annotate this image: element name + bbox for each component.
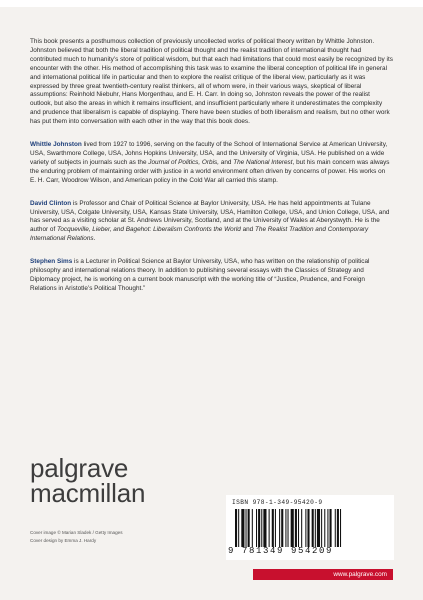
publisher-logo bbox=[30, 455, 145, 506]
barcode-bar bbox=[301, 509, 302, 547]
barcode-bar bbox=[305, 509, 306, 547]
barcode-bar bbox=[261, 509, 262, 547]
bio-text: and bbox=[218, 158, 234, 166]
barcode-digits: 9 781349 954209 bbox=[228, 546, 334, 556]
barcode-bar bbox=[291, 509, 294, 547]
barcode-bar bbox=[298, 509, 299, 547]
bio-book-title: The Realist Tradition and Contemporary International Relations bbox=[30, 226, 369, 243]
editor-bio-clinton bbox=[30, 200, 393, 245]
barcode-bar bbox=[241, 509, 244, 547]
barcode-bar bbox=[248, 509, 250, 547]
barcode-bar bbox=[246, 509, 247, 547]
bio-text: is a Lecturer in Political Science at Baylor University, USA, who has written on the relationship of political philosophy and international relations theory. In addition to publishing several essays with the Classics of Strategy and Diplomacy project, he is working on a current book manuscript with the working title of “Justice, Prudence, and Foreign Relations in Aristotle’s Political Thought.” bbox=[30, 258, 370, 292]
barcode-bar bbox=[317, 509, 320, 547]
cover-image-credit: Cover image © Marian Sladek / Getty Images bbox=[30, 530, 123, 535]
barcode-bar bbox=[295, 509, 297, 547]
top-edge bbox=[0, 0, 423, 7]
editor-name: Stephen Sims bbox=[30, 258, 73, 266]
barcode-bar bbox=[285, 509, 286, 547]
bio-text: is Professor and Chair of Political Science at Baylor University, USA. He has held appointments at Tulane University, USA, Colgate University, USA, Kansas State University, USA, Hamilton College, USA, and Union College, USA, and has served as a visiting scholar at St. Andrews University, Scotland, and at the University of Wales at Aberystwyth. He is the author of bbox=[30, 199, 390, 234]
isbn-barcode-panel bbox=[226, 495, 394, 560]
editor-name: David Clinton bbox=[30, 199, 72, 207]
barcode-bar bbox=[335, 509, 336, 547]
barcode-bar bbox=[281, 509, 283, 547]
publisher-logo-line1: palgrave bbox=[30, 453, 129, 483]
book-description: This book presents a posthumous collection of previously uncollected works of political theory written by Whittle Johnston. Johnston believed that both the liberal tradition of political thought and the realist tradition of international thought had contributed much to humanity’s store of political wisdom, but that each had limitations that could most easily be recognized by its encounter with the other. His method of accomplishing this task was to examine the liberal conception of political life in general and international political life in particular and then to explore the realist critique of the liberal view, particularly as it was expressed by three great twentieth-century realist thinkers, all of whom were, in their various ways, skeptical of liberal assumptions: Reinhold Niebuhr, Hans Morgenthau, and E. H. Carr. In doing so, Johnston reveals the power of the realist outlook, but also the areas in which it remains insufficient, and insufficient particularly where it underestimates the complexity and prudence that liberalism is capable of displaying. There have been studies of both liberalism and realism, but no other work has put them into conversation with each other in the way that this book does. bbox=[30, 38, 393, 126]
cover-credits bbox=[30, 529, 123, 545]
barcode-bar bbox=[330, 509, 332, 547]
barcode-bar bbox=[279, 509, 280, 547]
barcode-bar bbox=[256, 509, 257, 547]
bio-text: lived from 1927 to 1996, serving on the faculty of the School of International Service at American University, USA, Swarthmore College, USA, Johns Hopkins University, USA, and the University of Virginia, USA. He published on a wide variety of subjects in journals such as the bbox=[30, 141, 388, 166]
barcode-bar bbox=[275, 509, 276, 547]
bio-journal-title: The National Interest bbox=[233, 158, 293, 166]
author-bio-johnston bbox=[30, 141, 393, 186]
barcode-bar bbox=[252, 509, 253, 547]
editor-bio-sims bbox=[30, 258, 393, 294]
bio-text: and bbox=[240, 226, 256, 234]
barcode-bar bbox=[324, 509, 325, 547]
barcode-bar bbox=[340, 509, 341, 547]
barcode-bar bbox=[258, 509, 260, 547]
publisher-website[interactable]: www.palgrave.com bbox=[253, 569, 393, 580]
barcode-bar bbox=[238, 509, 239, 547]
barcode-bar bbox=[288, 509, 289, 547]
barcode-bar bbox=[263, 509, 266, 547]
cover-text bbox=[30, 38, 393, 308]
bio-book-title: Tocqueville, Lieber, and Bagehot: Liberalism Confronts the World bbox=[57, 226, 241, 234]
bio-text: . bbox=[93, 235, 96, 243]
barcode-bar bbox=[307, 509, 309, 547]
barcode-bar bbox=[312, 509, 314, 547]
barcode-bar bbox=[269, 509, 270, 547]
author-name: Whittle Johnston bbox=[30, 141, 82, 149]
barcode-bar bbox=[327, 509, 328, 547]
barcode-bar bbox=[235, 509, 237, 547]
isbn-label: ISBN 978-1-349-95420-9 bbox=[232, 499, 323, 506]
barcode-bar bbox=[315, 509, 316, 547]
barcode-icon bbox=[235, 509, 385, 547]
barcode-bar bbox=[321, 509, 322, 547]
bio-journal-title: Journal of Politics, Orbis, bbox=[148, 158, 219, 166]
publisher-logo-line2: macmillan bbox=[30, 478, 146, 508]
cover-design-credit: Cover design by Emma J. Hardy bbox=[30, 538, 97, 543]
barcode-bar bbox=[337, 509, 339, 547]
bio-text: , but his main concern was always the enduring problem of maintaining order with justice in a world environment often driven by concerns of power. His works on E. H. Carr, Woodrow Wilson, and American policy in the Cold War all carried this stamp. bbox=[30, 158, 390, 184]
barcode-bar bbox=[272, 509, 274, 547]
